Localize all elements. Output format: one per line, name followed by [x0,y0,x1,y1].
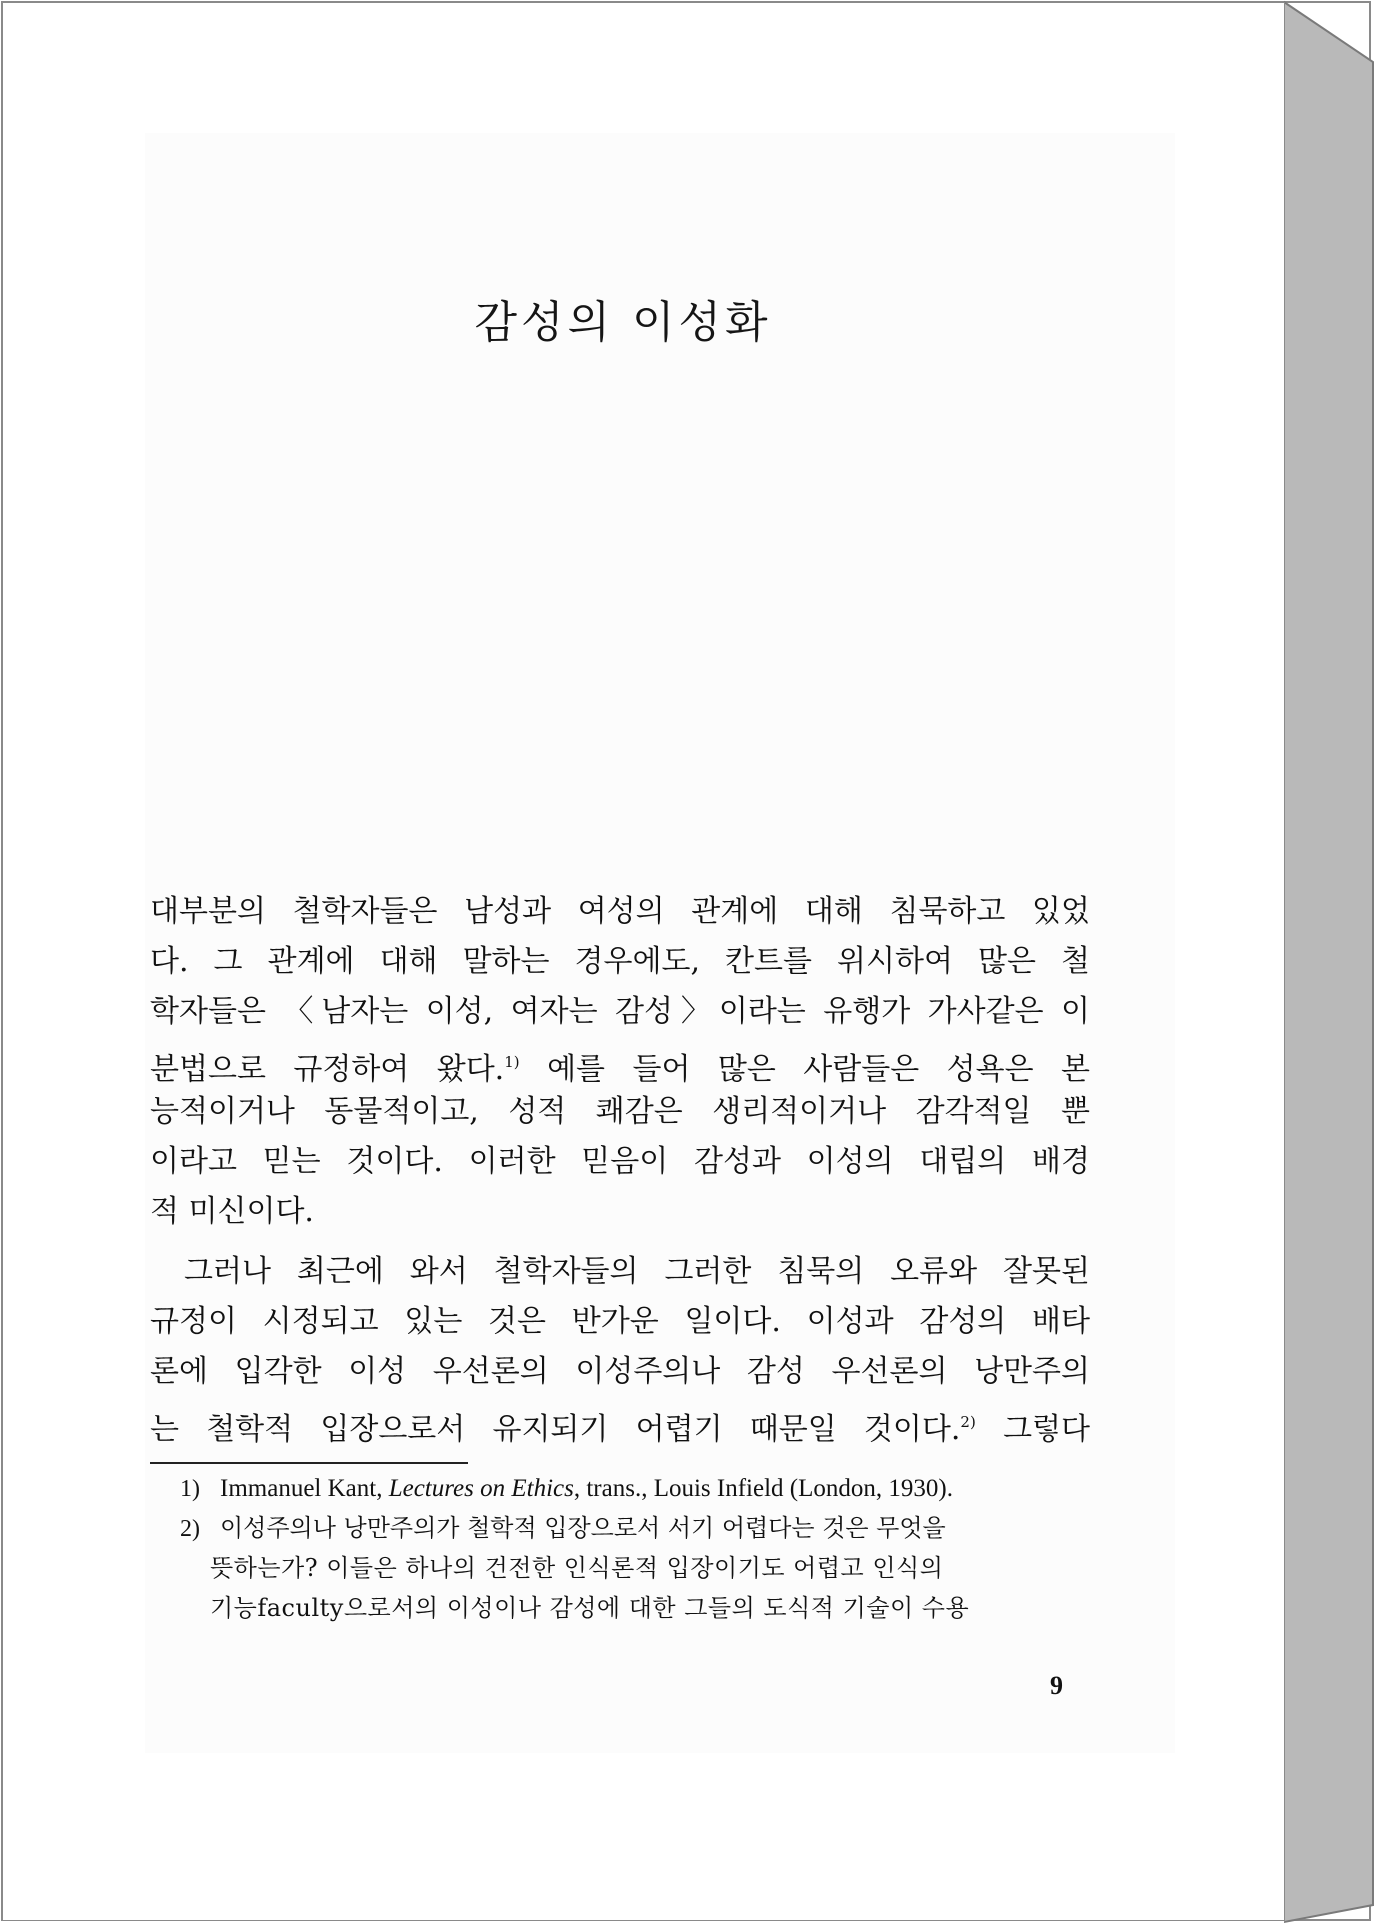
paragraph-line: 능적이거나 동물적이고, 성적 쾌감은 생리적이거나 감각적일 뿐 [150,1094,1090,1129]
footnote-ref-2[interactable]: 2) [960,1413,976,1431]
footnote-2-continued: 기능faculty으로서의 이성이나 감성에 대한 그들의 도식적 기술이 수용 [210,1594,970,1622]
paragraph-line [150,1037,1090,1087]
paragraph-line-text: 그렇다 [1003,1412,1091,1447]
paragraph-line: 이라고 믿는 것이다. 이러한 믿음이 감성과 이성의 대립의 배경 [150,1144,1090,1179]
footnote-2 [150,1508,1090,1548]
paragraph-line [150,1397,1090,1447]
footnote-citation [220,1475,953,1502]
paragraph-line: 규정이 시정되고 있는 것은 반가운 일이다. 이성과 감성의 배타 [150,1304,1090,1339]
paragraph-line-text: 예를 들어 많은 사람들은 성욕은 본 [547,1052,1090,1087]
citation-author: Immanuel Kant, [220,1475,389,1502]
footnote-1 [150,1468,1090,1508]
paragraph-line-text: 는 철학적 입장으로서 유지되기 어렵기 때문일 것이다. [150,1412,961,1447]
footnote-2-continued: 뜻하는가? 이들은 하나의 건전한 인식론적 입장이기도 어렵고 인식의 [210,1554,944,1582]
footnote-ref-1[interactable]: 1) [504,1053,520,1071]
paragraph-2 [150,1247,1090,1447]
paragraph-line: 적 미신이다. [150,1194,314,1229]
book-page-edges [1284,0,1375,1925]
footnote-divider [150,1462,468,1464]
paragraph-line: 대부분의 철학자들은 남성과 여성의 관계에 대해 침묵하고 있었 [150,894,1090,929]
chapter-title: 감성의 이성화 [474,297,772,348]
page-edge-graphic [1284,0,1375,1925]
paragraph-line: 다. 그 관계에 대해 말하는 경우에도, 칸트를 위시하여 많은 철 [150,944,1090,979]
paragraph-line: 그러나 최근에 와서 철학자들의 그러한 침묵의 오류와 잘못된 [184,1254,1090,1289]
footnote-number: 2) [180,1516,200,1542]
book-page [3,3,1284,1920]
citation-details: , trans., Louis Infield (London, 1930). [573,1475,953,1502]
citation-title: Lectures on Ethics [388,1475,574,1502]
page-number: 9 [1050,1671,1063,1700]
footnote-text: 이성주의나 낭만주의가 철학적 입장으로서 서기 어렵다는 것은 무엇을 [220,1514,946,1542]
paragraph-line-text: 분법으로 규정하여 왔다. [150,1052,505,1087]
footnotes [150,1468,1090,1628]
paragraph-1 [150,887,1090,1237]
paragraph-line: 학자들은 〈남자는 이성, 여자는 감성〉이라는 유행가 가사같은 이 [150,994,1090,1029]
paragraph-line: 론에 입각한 이성 우선론의 이성주의나 감성 우선론의 낭만주의 [150,1354,1090,1389]
footnote-number: 1) [180,1476,200,1502]
